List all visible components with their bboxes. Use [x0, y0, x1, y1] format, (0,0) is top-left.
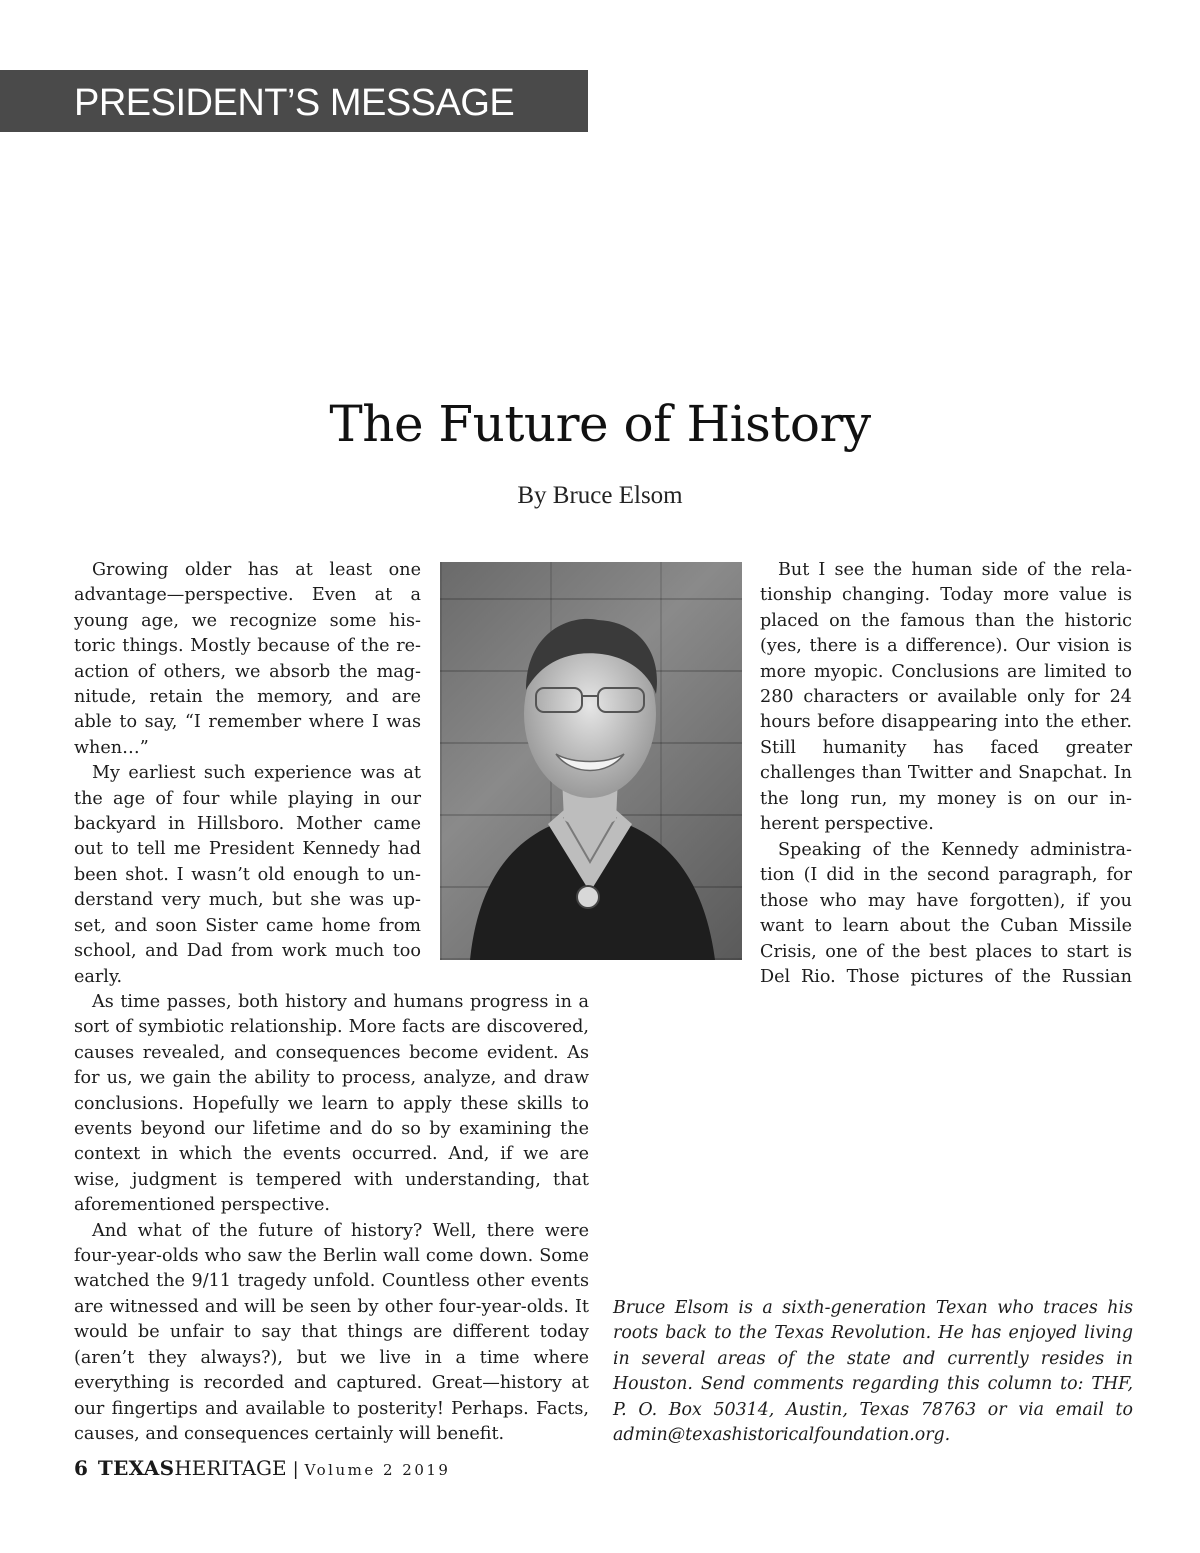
magazine-name-texas: TEXAS	[97, 1456, 175, 1480]
right-column-continued	[760, 838, 1132, 990]
paragraph: Speaking of the Kennedy administration (I did in the second paragraph, for those who may have forgotten), if you want to learn about the Cuban Missile Crisis, one of the best places to start is Del Rio. Those pictures of the Russian	[760, 840, 1132, 988]
magazine-name-heritage: HERITAGE	[174, 1456, 287, 1480]
left-column-top	[74, 558, 421, 990]
paragraph: My earliest such experience was at the age of four while playing in our backyard in Hillsboro. Mother came out to tell me President Kennedy had been shot. I wasn’t old enough to understand very much, but she was upset, and soon Sister came home from school, and Dad from work much too early.	[74, 763, 421, 987]
article-title: The Future of History	[329, 395, 871, 453]
paragraph: Growing older has at least one advantage—perspective. Even at a young age, we recognize some historic things. Mostly because of the reaction of others, we absorb the magnitude, retain the memory, and are able to say, “I remember where I was when…”	[74, 560, 421, 758]
article-byline: By Bruce Elsom	[517, 482, 683, 509]
volume-info: Volume 2 2019	[304, 1461, 451, 1479]
paragraph: As time passes, both history and humans progress in a sort of symbiotic relationship. More facts are discovered, causes revealed, and consequences become evident. As for us, we gain the ability to process, analyze, and draw conclusions. Hopefully we learn to apply these skills to events beyond our lifetime and do so by examining the context in which the events occurred. And, if we are wise, judgment is tempered with understanding, that aforementioned perspective.	[74, 992, 589, 1216]
page-footer	[74, 1456, 450, 1480]
author-portrait-image	[440, 562, 742, 960]
author-bio	[613, 1296, 1133, 1448]
bio-text: Bruce Elsom is a sixth-generation Texan who traces his roots back to the Texas Revolution. He has enjoyed living in several areas of the state and currently resides in Houston. Send comments regarding this column to: THF, P. O. Box 50314, Austin, Texas 78763 or via email to admin@texashistoricalfoundation.org.	[613, 1298, 1133, 1446]
author-photo	[440, 562, 742, 960]
footer-separator: |	[292, 1459, 299, 1480]
section-banner	[0, 70, 588, 132]
section-label: PRESIDENT’S MESSAGE	[74, 82, 515, 124]
left-column-bottom	[74, 990, 589, 1447]
paragraph: And what of the future of history? Well, there were four-year-olds who saw the Berlin wall come down. Some watched the 9/11 tragedy unfold. Countless other events are witnessed and will be seen by other four-year-olds. It would be unfair to say that things are different today (aren’t they always?), but we live in a time where everything is recorded and captured. Great—history at our fingertips and available to posterity! Perhaps. Facts, causes, and consequences certainly will benefit.	[74, 1220, 589, 1444]
paragraph: But I see the human side of the relationship changing. Today more value is placed on the famous than the historic (yes, there is a difference). Our vision is more myopic. Conclusions are limited to 280 characters or available only for 24 hours before disappearing into the ether. Still humanity has faced greater challenges than Twitter and Snapchat. In the long run, my money is on our inherent perspective.	[760, 560, 1132, 835]
page-number: 6	[74, 1456, 88, 1480]
right-column-top	[760, 558, 1132, 837]
